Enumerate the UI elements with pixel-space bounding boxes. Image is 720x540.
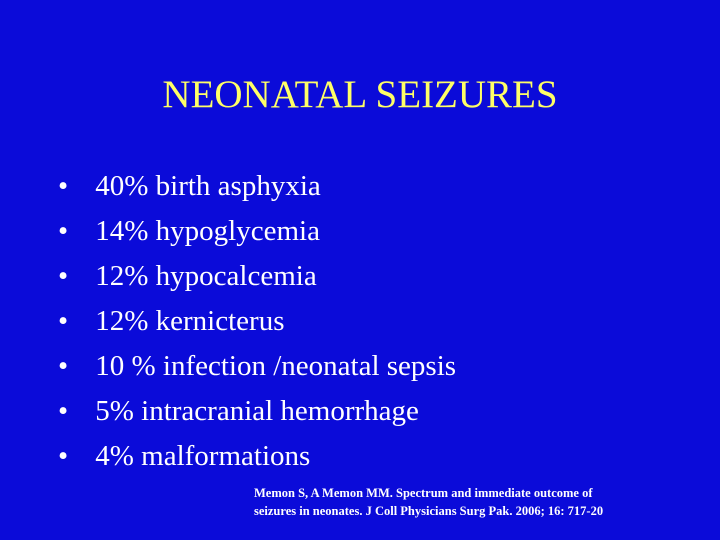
bullet-item bbox=[58, 209, 456, 254]
slide-title: NEONATAL SEIZURES bbox=[162, 73, 558, 116]
bullet-item bbox=[58, 254, 456, 299]
bullet-text: 4% malformations bbox=[95, 440, 311, 472]
bullet-point-icon: • bbox=[58, 350, 69, 382]
citation-line: seizures in neonates. J Coll Physicians Surg Pak. 2006; 16: 717-20 bbox=[254, 504, 604, 518]
bullet-point-icon: • bbox=[58, 215, 69, 247]
bullet-text: 40% birth asphyxia bbox=[95, 170, 321, 202]
bullet-item bbox=[58, 299, 456, 344]
citation bbox=[254, 484, 714, 520]
bullet-point-icon: • bbox=[58, 395, 69, 427]
bullet-point-icon: • bbox=[58, 440, 69, 472]
bullet-point-icon: • bbox=[58, 305, 69, 337]
bullet-item bbox=[58, 434, 456, 479]
citation-line: Memon S, A Memon MM. Spectrum and immediate outcome of bbox=[254, 486, 593, 500]
bullet-text: 5% intracranial hemorrhage bbox=[95, 395, 419, 427]
bullet-text: 12% kernicterus bbox=[95, 305, 285, 337]
bullet-item bbox=[58, 344, 456, 389]
bullet-point-icon: • bbox=[58, 170, 69, 202]
bullet-text: 12% hypocalcemia bbox=[95, 260, 317, 292]
bullet-point-icon: • bbox=[58, 260, 69, 292]
bullet-item bbox=[58, 389, 456, 434]
bullet-item bbox=[58, 164, 456, 209]
bullet-text: 10 % infection /neonatal sepsis bbox=[95, 350, 457, 382]
bullet-list bbox=[58, 164, 456, 479]
bullet-text: 14% hypoglycemia bbox=[95, 215, 320, 247]
